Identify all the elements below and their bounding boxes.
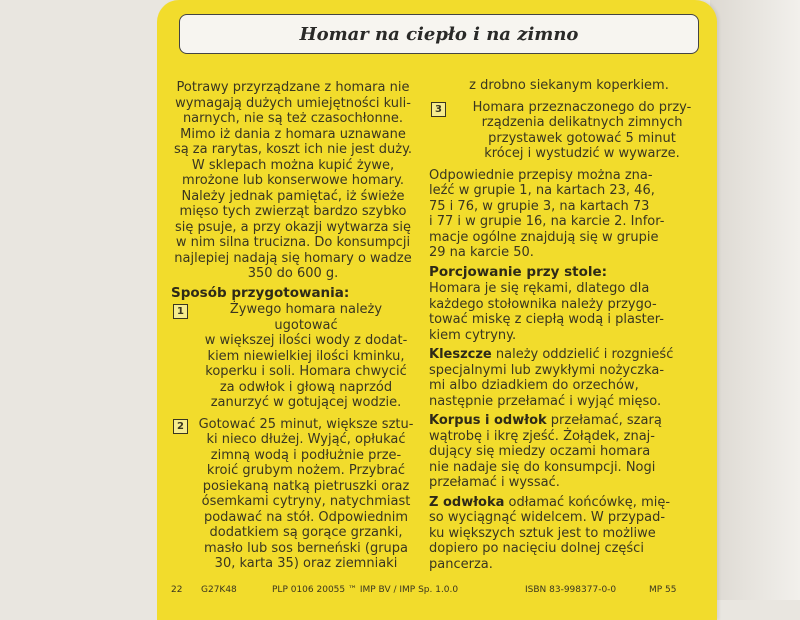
title-box [179, 14, 699, 54]
text-line: dujący się miedzy oczami homara [429, 444, 651, 459]
text-line: w większej ilości wody z dodat- [204, 333, 408, 348]
text-line: Homara je się rękami, dlatego dla [429, 281, 650, 296]
text-fragment: przełamać, szarą [546, 413, 662, 428]
text-line: rządzenia delikatnych zimnych [481, 115, 683, 130]
text-line: są za rarytas, koszt ich nie jest duży. [173, 142, 413, 157]
background [710, 0, 800, 600]
text-line: wymagają dużych umiejętności kuli- [175, 95, 411, 111]
step-number-badge: 3 [431, 102, 446, 117]
text-line: 30, karta 35) oraz ziemniaki [214, 556, 398, 571]
text-line: Żywego homara należy ugotować [229, 302, 383, 333]
series-code: MP 55 [649, 585, 677, 595]
text-line: mięso tych zwierząt bardzo szybko [179, 204, 407, 219]
text-line: dodatkiem są gorące grzanki, [209, 525, 403, 540]
text-line: i 77 i w grupie 16, na karcie 2. Infor- [429, 214, 665, 229]
text-line: mi albo dziadkiem do orzechów, [429, 378, 639, 393]
text-line: 350 do 600 g. [247, 266, 339, 281]
text-line [429, 347, 709, 363]
text-line: so wyciągnąć widelcem. W przypad- [429, 510, 666, 525]
text-line: podawać na stół. Odpowiednim [203, 509, 409, 525]
right-column [429, 78, 709, 572]
text-line: W sklepach można kupić żywe, [191, 157, 395, 173]
text-line: mrożone lub konserwowe homary. [182, 173, 404, 188]
step-number-badge: 1 [173, 304, 188, 319]
text-line: kiem cytryny. [429, 327, 517, 343]
text-line: 75 i 76, w grupie 3, na kartach 73 [429, 198, 650, 214]
text-line: tować miskę z ciepłą wodą i plaster- [429, 312, 664, 327]
text-line: 29 na karcie 50. [429, 245, 534, 260]
text-line: posiekaną natką pietruszki oraz [202, 478, 410, 494]
text-fragment: należy oddzielić i rozgnieść [491, 347, 674, 362]
text-line: przełamać i wyssać. [429, 475, 560, 490]
step-number-badge: 2 [173, 419, 188, 434]
text-line: Homara przeznaczonego do przy- [472, 99, 692, 115]
text-line: wątrobę i ikrę zjeść. Żołądek, znaj- [429, 428, 655, 444]
text-line: za odwłok i głową naprzód [219, 379, 393, 395]
text-line: kroić grubym nożem. Przybrać [206, 463, 406, 478]
tail-paragraph [429, 495, 709, 573]
text-line: ósemkami cytryny, natychmiast [201, 494, 411, 509]
recipe-card [157, 0, 717, 620]
references-paragraph [429, 168, 709, 261]
text-line: Odpowiednie przepisy można zna- [429, 167, 653, 183]
text-line [429, 495, 709, 511]
text-line: specjalnymi lub zwykłymi nożyczka- [429, 362, 665, 378]
text-line: ki nieco dłużej. Wyjąć, opłukać [206, 432, 406, 447]
text-line: każdego stołownika należy przygo- [429, 296, 657, 312]
intro-paragraph [171, 80, 415, 282]
text-line: ku większych sztuk jest to możliwe [429, 525, 656, 541]
text-line: Należy jednak pamiętać, iż świeże [181, 188, 405, 204]
text-line: przystawek gotować 5 minut [488, 130, 676, 146]
step-3 [429, 100, 709, 162]
text-line: w nim silna trucizna. Do konsumpcji [175, 235, 411, 250]
text-line: macje ogólne znajdują się w grupie [429, 229, 659, 245]
text-line: następnie przełamać i wyjąć mięso. [429, 393, 662, 409]
text-line [429, 413, 709, 429]
preparation-heading: Sposób przygotowania: [171, 284, 350, 301]
body-label: Korpus i odwłok [429, 413, 547, 428]
claws-paragraph [429, 347, 709, 409]
serving-paragraph [429, 281, 709, 343]
card-code: G27K48 [201, 585, 237, 595]
text-line: narnych, nie są też czasochłonne. [182, 111, 404, 126]
step-2 [171, 417, 415, 572]
text-line: Gotować 25 minut, większe sztu- [198, 416, 414, 432]
publisher-line: PLP 0106 20055 ™ IMP BV / IMP Sp. 1.0.0 [272, 585, 459, 595]
serving-heading: Porcjowanie przy stole: [429, 263, 608, 280]
text-line: Potrawy przyrządzane z homara nie [176, 80, 410, 95]
text-line: masło lub sos berneński (grupa [203, 540, 409, 556]
tail-label: Z odwłoka [429, 494, 505, 510]
text-line: najlepiej nadają się homary o wadze [174, 250, 412, 266]
text-line: Mimo iż dania z homara uznawane [180, 126, 406, 142]
page-number: 22 [171, 585, 183, 595]
text-line: zimną wodą i podłużnie prze- [210, 447, 402, 463]
text-line: dopiero po nacięciu dolnej części [429, 541, 644, 556]
text-fragment: odłamać końcówkę, mię- [504, 494, 671, 510]
text-line: zanurzyć w gotującej wodzie. [210, 395, 402, 410]
card-title: Homar na ciepło i na zimno [299, 24, 579, 45]
text-line: się psuje, a przy okazji wytwarza się [174, 219, 412, 235]
text-line: pancerza. [429, 556, 493, 572]
text-line: leźć w grupie 1, na kartach 23, 46, [429, 183, 655, 198]
step-1 [171, 302, 415, 411]
text-line: nie nadaje się do konsumpcji. Nogi [429, 459, 656, 475]
body-paragraph [429, 413, 709, 491]
text-line: koperku i soli. Homara chwycić [205, 364, 407, 379]
text-line: kiem niewielkiej ilości kminku, [207, 348, 405, 364]
claws-label: Kleszcze [429, 347, 492, 362]
text-line: krócej i wystudzić w wywarze. [484, 146, 680, 161]
left-column [171, 80, 415, 572]
isbn: ISBN 83-998377-0-0 [525, 585, 617, 595]
step-2-continued: z drobno siekanym koperkiem. [469, 78, 669, 93]
